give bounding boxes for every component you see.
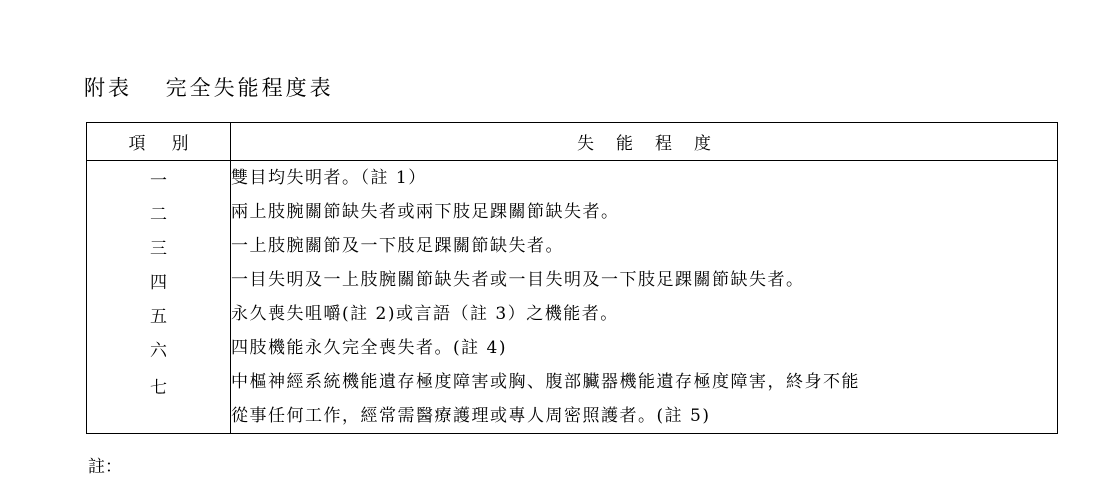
row-number: 七	[87, 365, 231, 434]
row-number: 六	[87, 331, 231, 365]
table-row	[87, 229, 1058, 263]
page-title: 附表 完全失能程度表	[84, 76, 334, 100]
table-row	[87, 331, 1058, 365]
description-line: 一目失明及一上肢腕關節缺失者或一目失明及一下肢足踝關節缺失者。	[231, 270, 805, 290]
table-row	[87, 365, 1058, 434]
description-line: 從事任何工作，經常需醫療護理或專人周密照護者。(註 5)	[231, 406, 711, 426]
row-description	[231, 161, 1058, 196]
disability-table	[86, 122, 1058, 434]
row-number: 一	[87, 161, 231, 196]
table-row	[87, 297, 1058, 331]
row-description	[231, 331, 1058, 365]
row-number: 五	[87, 297, 231, 331]
row-description	[231, 229, 1058, 263]
description-line: 一上肢腕關節及一下肢足踝關節缺失者。	[231, 236, 564, 256]
table-row	[87, 161, 1058, 196]
row-number: 三	[87, 229, 231, 263]
row-description	[231, 365, 1058, 434]
description-line: 永久喪失咀嚼(註 2)或言語（註 3）之機能者。	[231, 304, 619, 324]
header-description: 失能程度	[231, 123, 1058, 161]
row-description	[231, 297, 1058, 331]
table-row	[87, 263, 1058, 297]
row-number: 二	[87, 195, 231, 229]
header-category: 項別	[87, 123, 231, 161]
description-line: 雙目均失明者。（註 1）	[231, 168, 427, 188]
description-line: 四肢機能永久完全喪失者。(註 4)	[231, 338, 507, 358]
notes-label: 註：	[88, 457, 122, 477]
row-number: 四	[87, 263, 231, 297]
description-line: 中樞神經系統機能遺存極度障害或胸、腹部臟器機能遺存極度障害，終身不能	[231, 372, 860, 392]
row-description	[231, 263, 1058, 297]
table-header-row	[87, 123, 1058, 161]
row-description	[231, 195, 1058, 229]
description-line: 兩上肢腕關節缺失者或兩下肢足踝關節缺失者。	[231, 202, 620, 222]
table-row	[87, 195, 1058, 229]
